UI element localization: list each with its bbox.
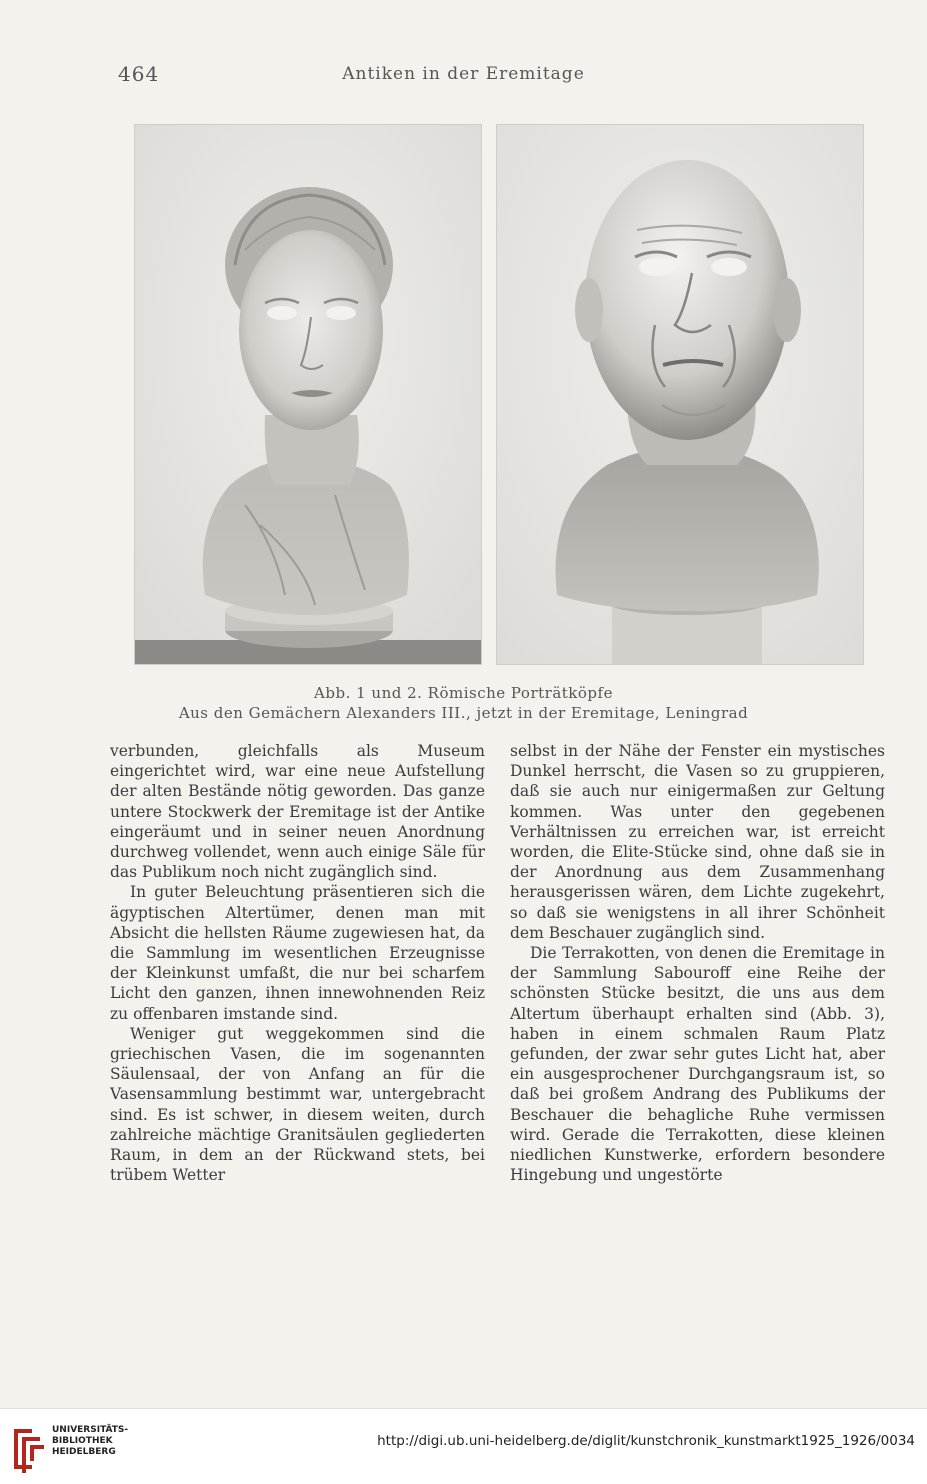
- text-column-left: [110, 741, 485, 1185]
- figure-caption-source: Aus den Gemächern Alexanders III., jetzt in der Eremitage, Leningrad: [178, 704, 749, 722]
- library-name: UNIVERSITÄTS- BIBLIOTHEK HEIDELBERG: [52, 1425, 129, 1457]
- library-logo[interactable]: [10, 1423, 130, 1475]
- figure-caption-title: Abb. 1 und 2. Römische Porträtköpfe: [314, 684, 613, 702]
- figure-male-portrait: [496, 124, 864, 665]
- running-title: Antiken in der Eremitage: [342, 64, 585, 84]
- running-head: [0, 62, 927, 92]
- female-bust-image: [135, 125, 481, 664]
- paragraph: verbunden, gleichfalls als Museum eingerichtet wird, war eine neue Aufstellung der alten Bestände nötig geworden. Das ganze untere Stockwerk der Eremitage ist der Antike eingeräumt und in seiner neuen Anordnung durchweg vollendet, wenn auch einige Säle für das Publikum noch nicht zugänglich sind.: [110, 742, 485, 882]
- male-bust-image: [497, 125, 863, 664]
- digitization-footer: [0, 1408, 927, 1484]
- text-column-right: [510, 741, 885, 1185]
- paragraph: In guter Beleuchtung präsentieren sich die ägyptischen Altertümer, denen man mit Absicht die hellsten Räume zugewiesen hat, da die Sammlung im wesentlichen Erzeugnisse der Kleinkunst umfaßt, die nur bei scharfem Licht den ganzen, ihnen innewohnenden Reiz zu offenbaren imstande sind.: [110, 883, 485, 1023]
- page-number: 464: [118, 62, 160, 86]
- paragraph: Die Terrakotten, von denen die Eremitage in der Sammlung Sabouroff eine Reihe der schönsten Stücke besitzt, die uns aus dem Altertum überhaupt erhalten sind (Abb. 3), haben in einem schmalen Raum Platz gefunden, der zwar sehr gutes Licht hat, aber ein ausgesprochener Durchgangsraum ist, so daß bei großem Andrang des Publikums der Beschauer die behagliche Ruhe vermissen wird. Gerade die Terrakotten, diese kleinen niedlichen Kunstwerke, erfordern besondere Hingebung und ungestörte: [510, 944, 885, 1185]
- paragraph: Weniger gut weggekommen sind die griechischen Vasen, die im sogenannten Säulensaal, der von Anfang an für die Vasensammlung bestimmt war, untergebracht sind. Es ist schwer, in diesem weiten, durch zahlreiche mächtige Granitsäulen gegliederten Raum, in dem an der Rückwand stets, bei trübem Wetter: [110, 1024, 485, 1185]
- paragraph: selbst in der Nähe der Fenster ein mystisches Dunkel herrscht, die Vasen so zu gruppieren, daß sie auch nur einigermaßen zur Geltung kommen. Was unter den gegebenen Verhältnissen zu erreichen war, ist erreicht worden, die Elite-Stücke sind, ohne daß sie in der Anordnung aus dem Zusammenhang herausgerissen wären, dem Lichte zugekehrt, so daß sie wenigstens in all ihrer Schönheit dem Beschauer zugänglich sind.: [510, 742, 885, 942]
- library-emblem-icon: [10, 1423, 46, 1475]
- permalink-url[interactable]: http://digi.ub.uni-heidelberg.de/diglit/kunstchronik_kunstmarkt1925_1926/0034: [377, 1433, 915, 1449]
- figure-female-portrait: [134, 124, 482, 665]
